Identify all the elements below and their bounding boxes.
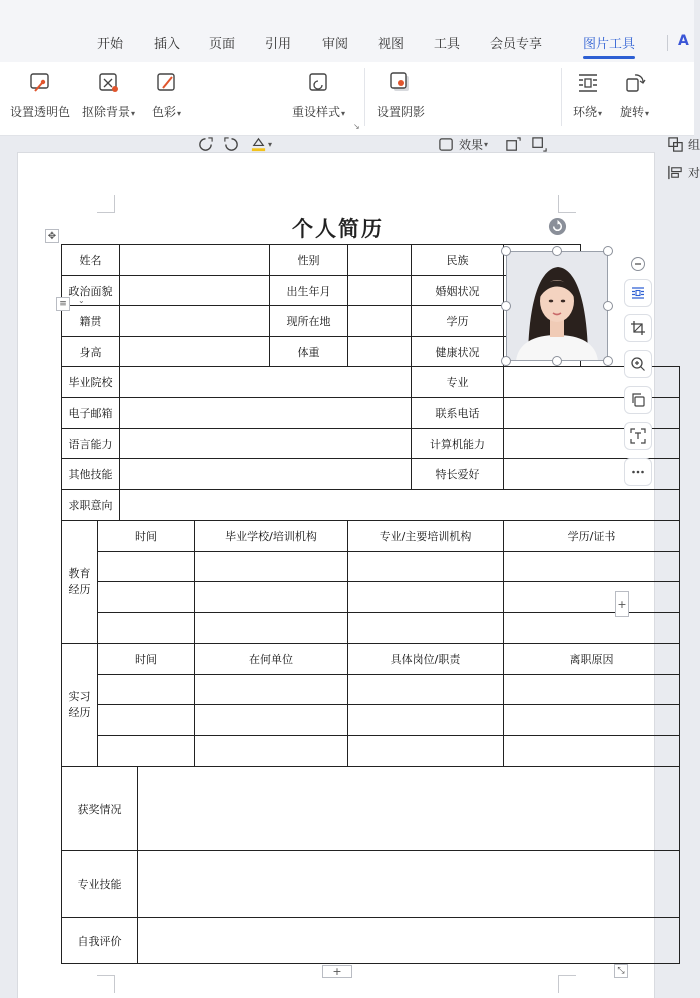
value-cell[interactable] (120, 398, 412, 429)
resize-handle[interactable] (603, 356, 613, 366)
label-birth-date: 出生年月 (270, 276, 348, 306)
value-cell[interactable] (348, 582, 504, 613)
table-row (62, 767, 680, 851)
label-ethnicity: 民族 (412, 245, 504, 276)
value-cell[interactable] (138, 767, 680, 851)
value-cell[interactable] (195, 736, 348, 767)
value-cell[interactable] (348, 276, 412, 306)
add-row-button[interactable]: + (322, 965, 352, 978)
label-height: 身高 (62, 337, 120, 367)
remove-background-button[interactable]: 抠除背景▾ (82, 71, 135, 120)
tab-start[interactable]: 开始 (97, 37, 124, 52)
tab-references[interactable]: 引用 (265, 37, 292, 52)
value-cell[interactable] (348, 675, 504, 705)
add-column-button[interactable]: + (615, 591, 629, 617)
value-cell[interactable] (504, 552, 680, 582)
image-selection-frame (506, 251, 608, 361)
collapse-toolbar-button[interactable] (624, 250, 652, 278)
ribbon-toolbar (0, 62, 700, 180)
shadow-icon (389, 71, 413, 95)
value-cell[interactable] (348, 705, 504, 736)
label-native-place: 籍贯 (62, 306, 120, 337)
value-cell[interactable] (195, 675, 348, 705)
value-cell[interactable] (195, 582, 348, 613)
tab-page[interactable]: 页面 (209, 37, 236, 52)
resize-handle[interactable] (603, 301, 613, 311)
color-button[interactable]: 色彩▾ (152, 71, 181, 120)
value-cell[interactable] (195, 705, 348, 736)
wrap-icon (576, 71, 600, 95)
header-position: 具体岗位/职责 (348, 644, 504, 675)
contrast-icon (223, 136, 240, 153)
label-internship-history: 实习经历 (62, 644, 98, 767)
value-cell[interactable] (120, 367, 412, 398)
header-time: 时间 (98, 521, 195, 552)
tab-member[interactable]: 会员专享 (490, 37, 543, 52)
shadow-up-button[interactable] (505, 136, 522, 153)
wrap-text-button[interactable] (624, 279, 652, 307)
shadow-down-button[interactable] (531, 136, 548, 153)
brightness-icon (197, 136, 214, 153)
label-marital-status: 婚姻状况 (412, 276, 504, 306)
color-icon (155, 71, 179, 95)
table-row (62, 582, 680, 613)
value-cell[interactable] (504, 675, 680, 705)
value-cell[interactable] (120, 459, 412, 490)
fill-icon (250, 136, 267, 153)
table-row (62, 552, 680, 582)
transparent-icon (28, 71, 52, 95)
image-to-text-button[interactable] (624, 422, 652, 450)
value-cell[interactable] (504, 736, 680, 767)
value-cell[interactable] (348, 306, 412, 337)
label-other-skills: 其他技能 (62, 459, 120, 490)
value-cell[interactable] (348, 245, 412, 276)
table-row (62, 918, 680, 964)
crop-icon (630, 320, 646, 336)
wrap-icon (630, 285, 646, 301)
combine-button[interactable]: 组 (667, 136, 700, 153)
label-political-status: 政治面貌 (62, 276, 120, 306)
ribbon-divider (561, 68, 562, 126)
resume-title: 个人简历 (292, 216, 384, 241)
label-job-intention: 求职意向 (62, 490, 120, 521)
menu-bar (0, 0, 694, 62)
value-cell[interactable] (98, 582, 195, 613)
label-name: 姓名 (62, 245, 120, 276)
zoom-in-icon (630, 356, 646, 372)
label-phone: 联系电话 (412, 398, 504, 429)
value-cell[interactable] (98, 613, 195, 644)
header-major: 专业/主要培训机构 (348, 521, 504, 552)
margin-mark (97, 195, 115, 213)
table-resize-handle[interactable]: ⤡ (614, 964, 628, 978)
table-row (62, 851, 680, 918)
value-cell[interactable] (504, 367, 680, 398)
label-self-evaluation: 自我评价 (62, 918, 138, 964)
zoom-button[interactable] (624, 350, 652, 378)
ai-logo[interactable]: A (678, 33, 689, 49)
resize-handle[interactable] (552, 246, 562, 256)
margin-mark (558, 975, 576, 993)
value-cell[interactable] (120, 276, 270, 306)
value-cell[interactable] (504, 613, 680, 644)
replace-image-button[interactable] (624, 386, 652, 414)
header-school: 毕业学校/培训机构 (195, 521, 348, 552)
label-gender: 性别 (270, 245, 348, 276)
tab-tools[interactable]: 工具 (434, 37, 461, 52)
value-cell[interactable] (138, 918, 680, 964)
value-cell[interactable] (504, 398, 680, 429)
effect-icon (438, 136, 455, 153)
value-cell[interactable] (348, 552, 504, 582)
rotate-icon (623, 71, 647, 95)
label-health: 健康状况 (412, 337, 504, 367)
value-cell[interactable] (98, 705, 195, 736)
scan-text-icon (630, 428, 646, 444)
effect-button[interactable]: 效果 ▾ (438, 136, 488, 153)
header-degree: 学历/证书 (504, 521, 680, 552)
label-email: 电子邮箱 (62, 398, 120, 429)
reset-style-icon (307, 71, 331, 95)
chevron-down-icon[interactable]: ⌄ (78, 296, 85, 305)
value-cell[interactable] (120, 245, 270, 276)
label-language: 语言能力 (62, 429, 120, 459)
value-cell[interactable] (120, 429, 412, 459)
table-row (62, 367, 680, 398)
table-row (62, 613, 680, 644)
label-graduate-school: 毕业院校 (62, 367, 120, 398)
menu-divider (667, 35, 668, 51)
label-awards: 获奖情况 (62, 767, 138, 851)
label-hobbies: 特长爱好 (412, 459, 504, 490)
value-cell[interactable] (138, 851, 680, 918)
table-row (62, 644, 680, 675)
value-cell[interactable] (348, 613, 504, 644)
resize-handle[interactable] (501, 356, 511, 366)
table-row (62, 675, 680, 705)
label-current-location: 现所在地 (270, 306, 348, 337)
margin-mark (97, 975, 115, 993)
value-cell[interactable] (98, 552, 195, 582)
header-leave-reason: 离职原因 (504, 644, 680, 675)
table-row (62, 736, 680, 767)
margin-mark (558, 195, 576, 213)
wrap-button[interactable]: 环绕▾ (573, 71, 602, 120)
label-professional-skills: 专业技能 (62, 851, 138, 918)
fill-button[interactable]: ▾ (250, 136, 272, 153)
header-employer: 在何单位 (195, 644, 348, 675)
value-cell[interactable] (120, 490, 680, 521)
value-cell[interactable] (348, 736, 504, 767)
label-computer: 计算机能力 (412, 429, 504, 459)
value-cell[interactable] (120, 337, 270, 367)
tab-view[interactable]: 视图 (378, 37, 405, 52)
align-button[interactable]: 对 (667, 164, 700, 181)
value-cell[interactable] (504, 582, 680, 613)
tab-picture-tools[interactable]: 图片工具 (583, 37, 636, 52)
value-cell[interactable] (98, 736, 195, 767)
active-tab-indicator (583, 56, 635, 59)
value-cell[interactable] (504, 705, 680, 736)
value-cell[interactable] (348, 337, 412, 367)
rotate-handle-icon[interactable] (548, 217, 567, 236)
set-shadow-button[interactable]: 设置阴影 (377, 71, 425, 120)
value-cell[interactable] (504, 459, 680, 490)
layout-options-icon[interactable]: ≡ (56, 297, 70, 311)
label-weight: 体重 (270, 337, 348, 367)
value-cell[interactable] (120, 306, 270, 337)
header-time: 时间 (98, 644, 195, 675)
set-transparent-button[interactable]: 设置透明色 (10, 71, 70, 120)
value-cell[interactable] (504, 429, 680, 459)
table-row (62, 429, 680, 459)
table-row (62, 490, 680, 521)
resize-handle[interactable] (501, 301, 511, 311)
resize-handle[interactable] (552, 356, 562, 366)
brightness-up-button[interactable] (197, 136, 214, 153)
crop-button[interactable] (624, 314, 652, 342)
copy-icon (630, 392, 646, 408)
resize-handle[interactable] (501, 246, 511, 256)
label-education-history: 教育经历 (62, 521, 98, 644)
ribbon-divider (364, 68, 365, 126)
table-row (62, 705, 680, 736)
reset-style-button[interactable]: 重设样式▾ (292, 71, 345, 120)
tab-insert[interactable]: 插入 (154, 37, 181, 52)
label-major: 专业 (412, 367, 504, 398)
minus-circle-icon (630, 256, 646, 272)
more-options-button[interactable] (624, 458, 652, 486)
dialog-launcher-icon[interactable]: ↘ (353, 122, 360, 131)
value-cell[interactable] (195, 552, 348, 582)
more-icon (630, 464, 646, 480)
tab-review[interactable]: 审阅 (322, 37, 349, 52)
resize-handle[interactable] (603, 246, 613, 256)
table-row (62, 459, 680, 490)
label-education-level: 学历 (412, 306, 504, 337)
value-cell[interactable] (98, 675, 195, 705)
contrast-up-button[interactable] (223, 136, 240, 153)
table-row (62, 521, 680, 552)
value-cell[interactable] (195, 613, 348, 644)
remove-bg-icon (97, 71, 121, 95)
table-move-handle[interactable]: ✥ (45, 229, 59, 243)
rotate-button[interactable]: 旋转▾ (620, 71, 649, 120)
table-row (62, 398, 680, 429)
